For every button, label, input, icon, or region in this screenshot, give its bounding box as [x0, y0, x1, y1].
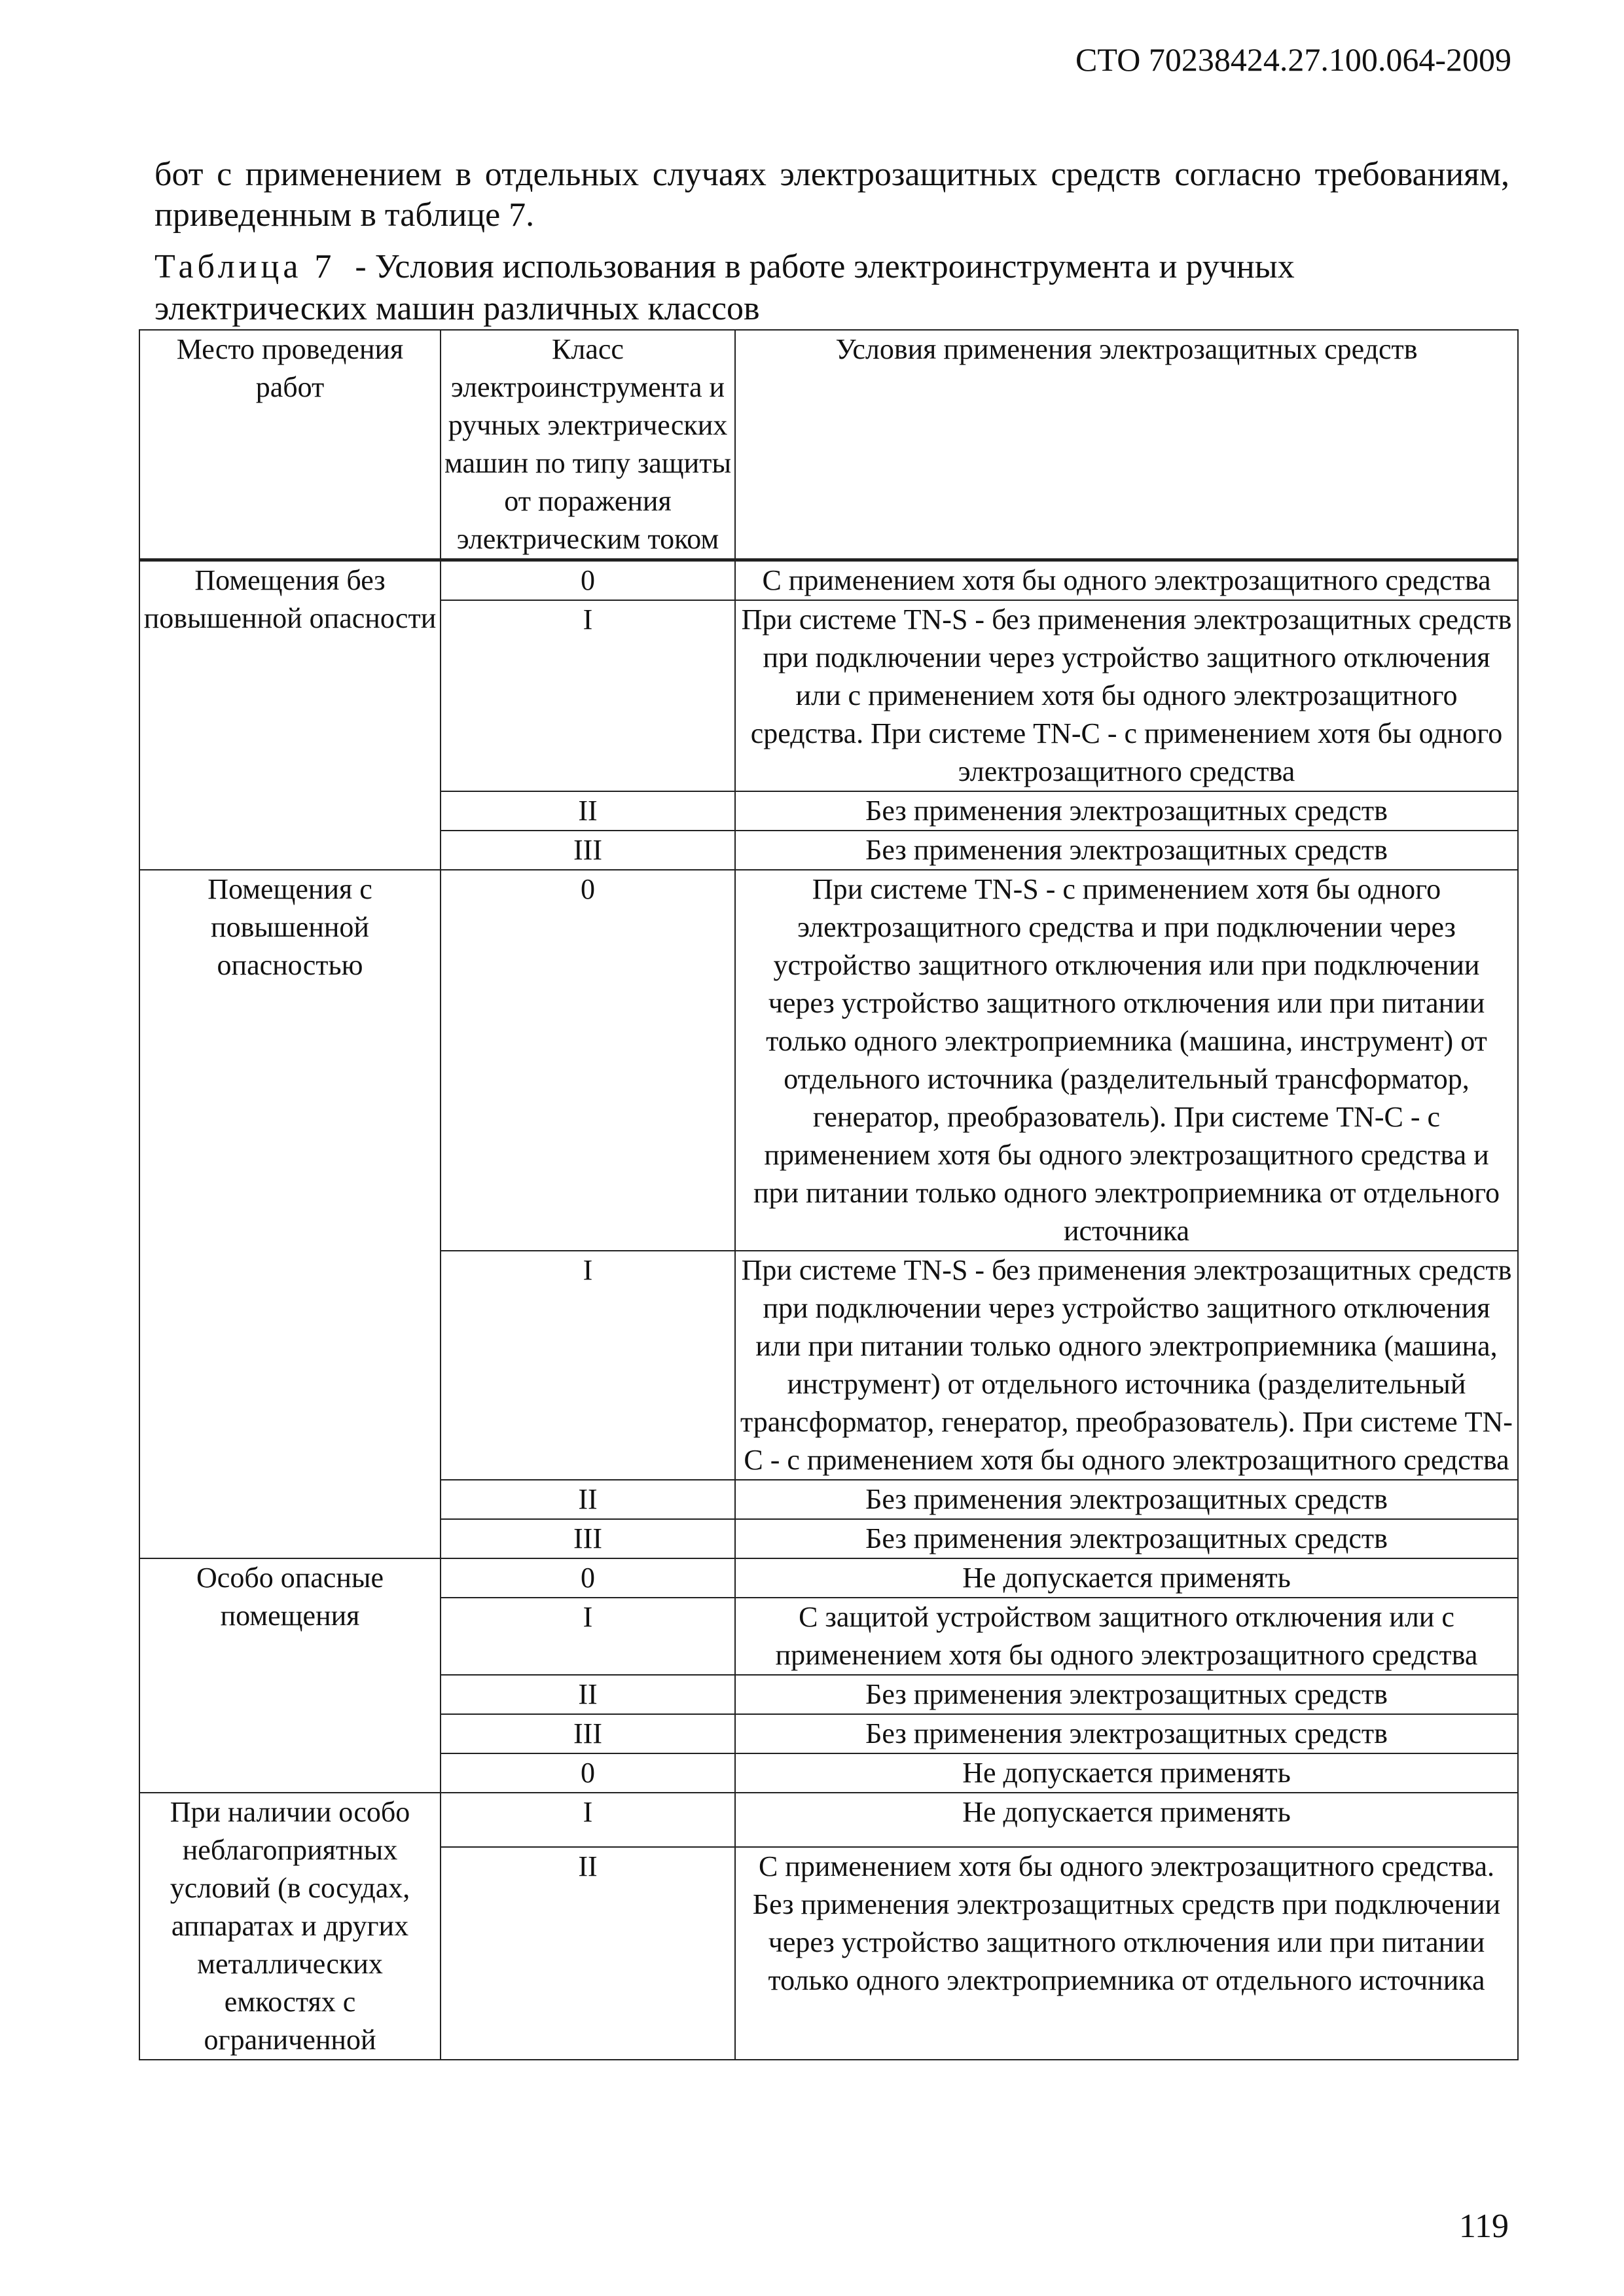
- header-cell-class: Класс электроинструмента и ручных электрических машин по типу защиты от поражения электрическим током: [441, 330, 735, 560]
- conditions-cell: С защитой устройством защитного отключения или с применением хотя бы одного электрозащитного средства: [735, 1598, 1518, 1675]
- conditions-cell: Не допускается применять: [735, 1753, 1518, 1793]
- class-cell: II: [441, 791, 735, 831]
- table-row: [139, 870, 1518, 1251]
- header-cell-conditions: Условия применения электрозащитных средств: [735, 330, 1518, 560]
- class-cell: 0: [441, 870, 735, 1251]
- table-header-row: [139, 330, 1518, 560]
- conditions-cell: Без применения электрозащитных средств: [735, 831, 1518, 870]
- conditions-cell: С применением хотя бы одного электрозащитного средства. Без применения электрозащитных средств при подключении через устройство защитного отключения или при питании только одного электроприемника от отдельного источника: [735, 1847, 1518, 2060]
- place-cell: Помещения с повышенной опасностью: [139, 870, 441, 1558]
- page-number: 119: [1458, 2208, 1509, 2245]
- table-number: Таблица 7: [154, 248, 336, 285]
- class-cell: 0: [441, 1558, 735, 1598]
- class-cell: II: [441, 1480, 735, 1519]
- class-cell: 0: [441, 1753, 735, 1793]
- class-cell: III: [441, 831, 735, 870]
- conditions-cell: Не допускается применять: [735, 1558, 1518, 1598]
- header-cell-place: Место проведения работ: [139, 330, 441, 560]
- class-cell: I: [441, 600, 735, 791]
- intro-paragraph: бот с применением в отдельных случаях электрозащитных средств согласно требованиям, приведенным в таблице 7.: [154, 156, 1509, 234]
- conditions-cell: С применением хотя бы одного электрозащитного средства: [735, 560, 1518, 601]
- conditions-cell: Без применения электрозащитных средств: [735, 1714, 1518, 1753]
- table-row: [139, 1793, 1518, 1847]
- table-caption-line1: [154, 246, 1509, 288]
- conditions-cell: При системе TN-S - без применения электрозащитных средств при подключении через устройство защитного отключения или с применением хотя бы одного электрозащитного средства. При системе TN-C - с применением хотя бы одного электрозащитного средства: [735, 600, 1518, 791]
- class-cell: 0: [441, 560, 735, 601]
- table-row: [139, 1558, 1518, 1598]
- table-row: [139, 560, 1518, 601]
- class-cell: III: [441, 1714, 735, 1753]
- conditions-cell: При системе TN-S - с применением хотя бы одного электрозащитного средства и при подключении через устройство защитного отключения или при подключении через устройство защитного отключения или при питании только одного электроприемника (машина, инструмент) от отдельного источника (разделительный трансформатор, генератор, преобразователь). При системе TN-C - с применением хотя бы одного электрозащитного средства и при питании только одного электроприемника от отдельного источника: [735, 870, 1518, 1251]
- class-cell: I: [441, 1251, 735, 1480]
- table-title-line2: электрических машин различных классов: [154, 290, 760, 327]
- class-cell: II: [441, 1675, 735, 1714]
- conditions-table: [139, 329, 1519, 2060]
- conditions-cell: Без применения электрозащитных средств: [735, 1675, 1518, 1714]
- table-caption: [154, 246, 1509, 330]
- class-cell: I: [441, 1793, 735, 1847]
- conditions-cell: Без применения электрозащитных средств: [735, 1519, 1518, 1558]
- conditions-cell: Без применения электрозащитных средств: [735, 791, 1518, 831]
- table-title-line1: - Условия использования в работе электроинструмента и ручных: [355, 248, 1295, 285]
- place-cell: Особо опасные помещения: [139, 1558, 441, 1793]
- place-cell: При наличии особо неблагоприятных условий (в сосудах, аппаратах и других металлических емкостях с ограниченной: [139, 1793, 441, 2060]
- conditions-cell: Не допускается применять: [735, 1793, 1518, 1847]
- conditions-cell: При системе TN-S - без применения электрозащитных средств при подключении через устройство защитного отключения или при питании только одного электроприемника (машина, инструмент) от отдельного источника (разделительный трансформатор, генератор, преобразователь). При системе TN-C - с применением хотя бы одного электрозащитного средства: [735, 1251, 1518, 1480]
- class-cell: II: [441, 1847, 735, 2060]
- class-cell: III: [441, 1519, 735, 1558]
- class-cell: I: [441, 1598, 735, 1675]
- place-cell: Помещения без повышенной опасности: [139, 560, 441, 870]
- conditions-cell: Без применения электрозащитных средств: [735, 1480, 1518, 1519]
- document-code: СТО 70238424.27.100.064-2009: [1075, 41, 1511, 78]
